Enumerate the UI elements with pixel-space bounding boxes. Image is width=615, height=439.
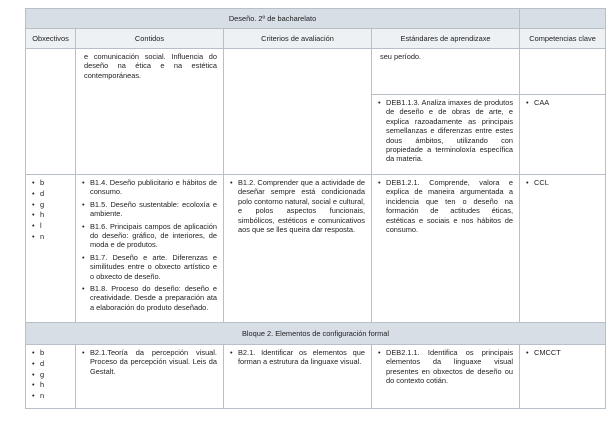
objective-item: • l <box>32 221 69 232</box>
contents-cell <box>76 49 224 175</box>
competence-item: • CAA <box>526 98 599 107</box>
criterion-item: • B1.2. Comprender que a actividade de deseñar sempre está condicionada polo contorno natural, social e cultural, e polos aspectos funcionais, simbólicos, estéticos e comunicativos aos que se lles queira dar resposta. <box>230 178 365 234</box>
table-title: Deseño. 2º de bacharelato <box>26 9 520 29</box>
standard-item: • DEB1.2.1. Comprende, valora e explica de maneira argumentada a incidencia que ten o deseño na formación de actitudes éticas, estéticas e sociais e nos hábitos de consumo. <box>378 178 513 234</box>
contents-cell <box>76 345 224 409</box>
header-objectives: Obxectivos <box>26 29 76 49</box>
curriculum-page <box>25 8 605 409</box>
content-item: • B1.7. Deseño e arte. Diferenzas e similitudes entre o obxecto artístico e o obxecto de deseño. <box>82 253 217 281</box>
competence-item: • CCL <box>526 178 599 187</box>
objectives-cell <box>26 49 76 175</box>
objective-item: • n <box>32 232 69 243</box>
table-row <box>26 49 606 95</box>
standard-item: • DEB1.1.3. Analiza imaxes de produtos de deseño e de obras de arte, e explica razoadamente as principais semellanzas e diferenzas entre estes dous ámbitos, utilizando con propiedade a terminoloxía específica da materia. <box>378 98 513 164</box>
objective-item: • b <box>32 348 69 359</box>
objective-item: • g <box>32 370 69 381</box>
block-title: Bloque 2. Elementos de configuración formal <box>26 323 606 345</box>
criteria-cell <box>224 175 372 323</box>
criterion-item: • B2.1. Identificar os elementos que forman a estrutura da linguaxe visual. <box>230 348 365 367</box>
competence-item: • CMCCT <box>526 348 599 357</box>
content-item: • B1.4. Deseño publicitario e hábitos de consumo. <box>82 178 217 197</box>
objective-item: • h <box>32 210 69 221</box>
header-contents: Contidos <box>76 29 224 49</box>
objectives-cell <box>26 345 76 409</box>
table-title-row <box>26 9 606 29</box>
standard-item: • DEB2.1.1. Identifica os principais elementos da linguaxe visual presentes en obxectos de deseño ou do contexto cotián. <box>378 348 513 386</box>
table-row <box>26 345 606 409</box>
standards-cell <box>372 175 520 323</box>
standards-cell <box>372 49 520 95</box>
content-item: • B2.1.Teoría da percepción visual. Proceso da percepción visual. Leis da Gestalt. <box>82 348 217 376</box>
objective-item: • b <box>32 178 69 189</box>
criteria-cell <box>224 49 372 175</box>
contents-cell <box>76 175 224 323</box>
competences-cell <box>520 175 606 323</box>
content-item: • B1.6. Principais campos de aplicación do deseño: gráfico, de interiores, de moda e de produtos. <box>82 222 217 250</box>
standard-continuation: seu período. <box>380 52 422 61</box>
objective-item: • d <box>32 359 69 370</box>
criteria-cell <box>224 345 372 409</box>
standards-cell <box>372 95 520 175</box>
standards-cell <box>372 345 520 409</box>
competences-cell <box>520 95 606 175</box>
header-row <box>26 29 606 49</box>
block-title-row <box>26 323 606 345</box>
content-item: • B1.5. Deseño sustentable: ecoloxía e ambiente. <box>82 200 217 219</box>
objective-item: • g <box>32 200 69 211</box>
competences-cell <box>520 49 606 95</box>
objective-item: • n <box>32 391 69 402</box>
objectives-cell <box>26 175 76 323</box>
table-row <box>26 175 606 323</box>
header-criteria: Criterios de avaliación <box>224 29 372 49</box>
competences-cell <box>520 345 606 409</box>
content-item: • B1.8. Proceso do deseño: deseño e creatividade. Desde a preparación ata a elaboración do produto deseñado. <box>82 284 217 312</box>
curriculum-table <box>25 8 606 409</box>
contents-continuation: e comunicación social. Influencia do deseño na ética e na estética contemporáneas. <box>84 52 217 80</box>
objective-item: • d <box>32 189 69 200</box>
table-title-empty-cell <box>520 9 606 29</box>
header-competences: Competencias clave <box>520 29 606 49</box>
header-standards: Estándares de aprendizaxe <box>372 29 520 49</box>
objective-item: • h <box>32 380 69 391</box>
